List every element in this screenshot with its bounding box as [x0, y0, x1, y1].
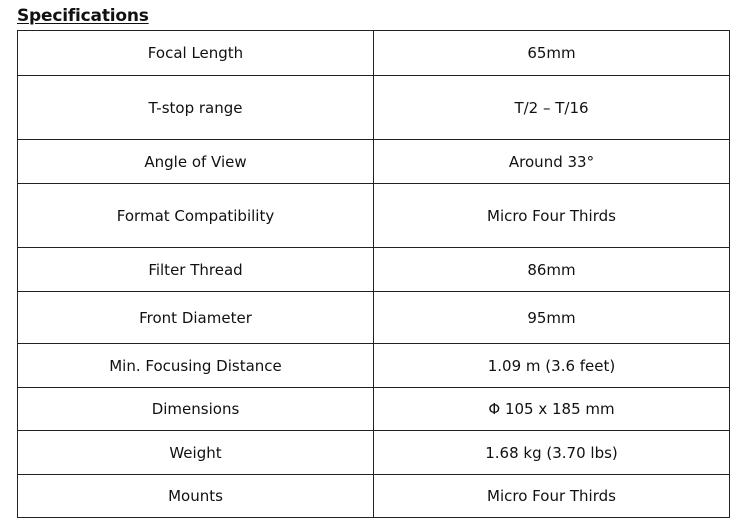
table-row-front-diameter [18, 292, 730, 344]
spec-label: Angle of View [18, 140, 374, 184]
table-row-min-focusing-distance [18, 344, 730, 388]
spec-value: 65mm [374, 31, 730, 76]
spec-label: Filter Thread [18, 248, 374, 292]
spec-value: Φ 105 x 185 mm [374, 388, 730, 431]
spec-label: Front Diameter [18, 292, 374, 344]
spec-label: Focal Length [18, 31, 374, 76]
table-row-focal-length [18, 31, 730, 76]
spec-label: Dimensions [18, 388, 374, 431]
specifications-heading: Specifications [17, 6, 149, 26]
spec-value: 1.09 m (3.6 feet) [374, 344, 730, 388]
table-row-t-stop-range [18, 76, 730, 140]
spec-value: T/2 – T/16 [374, 76, 730, 140]
table-row-weight [18, 431, 730, 475]
spec-value: 1.68 kg (3.70 lbs) [374, 431, 730, 475]
spec-label: Min. Focusing Distance [18, 344, 374, 388]
spec-value: Around 33° [374, 140, 730, 184]
spec-label: T-stop range [18, 76, 374, 140]
table-row-mounts [18, 475, 730, 518]
table-row-angle-of-view [18, 140, 730, 184]
spec-label: Mounts [18, 475, 374, 518]
spec-value: 95mm [374, 292, 730, 344]
table-row-dimensions [18, 388, 730, 431]
specifications-table [17, 30, 730, 518]
table-row-format-compatibility [18, 184, 730, 248]
spec-label: Format Compatibility [18, 184, 374, 248]
spec-value: 86mm [374, 248, 730, 292]
spec-value: Micro Four Thirds [374, 475, 730, 518]
table-row-filter-thread [18, 248, 730, 292]
spec-value: Micro Four Thirds [374, 184, 730, 248]
spec-label: Weight [18, 431, 374, 475]
